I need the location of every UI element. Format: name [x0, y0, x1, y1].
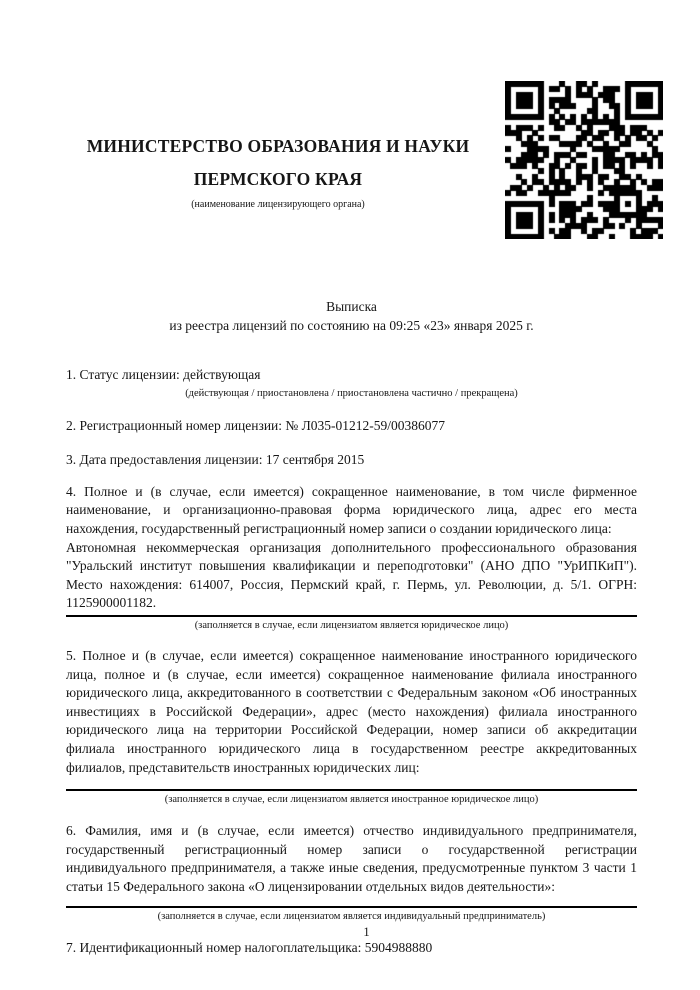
extract-body [66, 366, 637, 958]
extract-title: Выписка [326, 299, 377, 314]
legal-entity-field-line [66, 615, 637, 617]
extract-subtitle: из реестра лицензий по состоянию на 09:25 «23» января 2025 г. [169, 317, 534, 333]
foreign-entity-field-note: (заполняется в случае, если лицензиатом является иностранное юридическое лицо) [164, 794, 539, 806]
issuer-name-line1: МИНИСТЕРСТВО ОБРАЗОВАНИЯ И НАУКИ [86, 136, 470, 156]
qr-code-canvas [505, 81, 663, 239]
item-status: 1. Статус лицензии: действующая [66, 367, 261, 382]
qr-code-icon [505, 81, 663, 239]
item-reg-number: 2. Регистрационный номер лицензии: № Л035-01212-59/00386077 [66, 417, 446, 433]
foreign-entity-field-line [66, 789, 637, 791]
issuer-name-line2: ПЕРМСКОГО КРАЯ [193, 168, 363, 189]
item-legal-entity-value: Автономная некоммерческая организация дополнительного профессионального образования "Уральский институт повышения квалификации и переподготовки" (АНО ДПО "УрИПКиП"). Место нахождения: 614007, Россия, Пермский край, г. Пермь, ул. Революции, д. 5/1. ОГРН: 1125900001182. [66, 539, 637, 611]
issuer-header [66, 130, 490, 211]
item-inn: 7. Идентификационный номер налогоплательщика: 5904988880 [66, 940, 433, 956]
entrepreneur-field-line [66, 906, 637, 908]
item-legal-entity-label: 4. Полное и (в случае, если имеется) сокращенное наименование, в том числе фирменное наименование, и организационно-правовая форма юридического лица, адрес его места нахождения, государственный регистрационный номер записи о создании юридического лица: [66, 483, 637, 536]
issuer-caption: (наименование лицензирующего органа) [191, 199, 365, 210]
page-number: 1 [363, 925, 370, 939]
status-options-note: (действующая / приостановлена / приостановлена частично / прекращена) [185, 387, 518, 399]
item-grant-date: 3. Дата предоставления лицензии: 17 сентября 2015 [66, 452, 365, 468]
extract-title-block [66, 298, 637, 335]
legal-entity-field-note: (заполняется в случае, если лицензиатом является юридическое лицо) [194, 619, 509, 631]
item-entrepreneur-label: 6. Фамилия, имя и (в случае, если имеется) отчество индивидуального предпринимателя, государственный регистрационный номер записи о государственной регистрации индивидуального предпринимателя, а также иные сведения, предусмотренные пунктом 3 части 1 статьи 15 Федерального закона «О лицензировании отдельных видов деятельности»: [66, 823, 637, 894]
item-foreign-entity-label: 5. Полное и (в случае, если имеется) сокращенное наименование иностранного юридического лица, полное и (в случае, если имеется) сокращенное наименование филиала иностранного юридического лица, аккредитованного в соответствии с Федеральным законом «Об иностранных инвестициях в Российской Федерации», адрес (место нахождения) филиала иностранного юридического лица на территории Российской Федерации, номер записи об аккредитации филиала иностранного юридического лица в государственном реестре аккредитованных филиалов, представительств иностранных юридических лиц: [66, 647, 637, 775]
entrepreneur-field-note: (заполняется в случае, если лицензиатом является индивидуальный предприниматель) [157, 911, 546, 923]
